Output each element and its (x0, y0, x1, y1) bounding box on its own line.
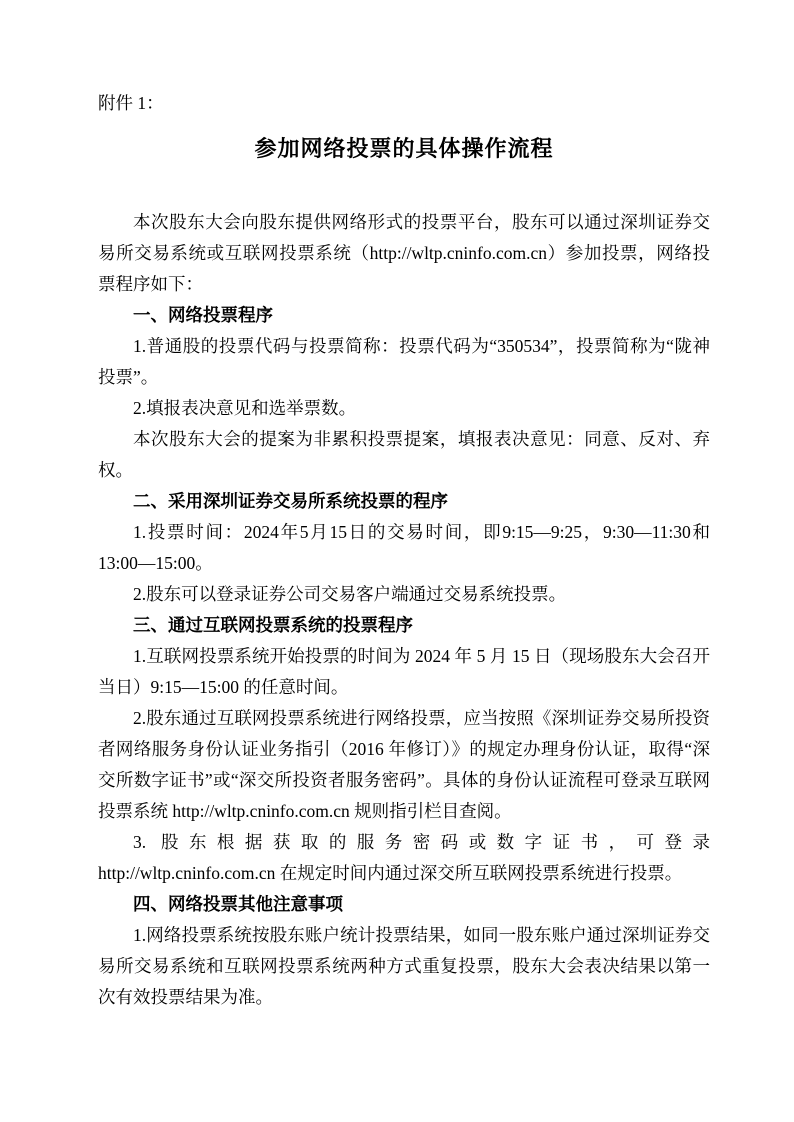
section-4-paragraph-1: 1.网络投票系统按股东账户统计投票结果，如同一股东账户通过深圳证券交易所交易系统和互联网投票系统两种方式重复投票，股东大会表决结果以第一次有效投票结果为准。 (98, 925, 710, 1007)
section-1-paragraph-1: 1.普通股的投票代码与投票简称：投票代码为“350534”，投票简称为“陇神投票”。 (98, 336, 710, 387)
intro-paragraph: 本次股东大会向股东提供网络形式的投票平台，股东可以通过深圳证券交易所交易系统或互联网投票系统（http://wltp.cninfo.com.cn）参加投票，网络投票程序如下： (98, 212, 710, 294)
section-2-heading: 二、采用深圳证券交易所系统投票的程序 (133, 491, 448, 511)
document-body (98, 207, 710, 1013)
section-3-paragraph-3-line-1: 3. 股东根据获取的服务密码或数字证书，可登录 (133, 832, 710, 852)
page-title: 参加网络投票的具体操作流程 (254, 136, 554, 161)
section-1-heading: 一、网络投票程序 (133, 305, 273, 325)
attachment-label: 附件 1： (98, 93, 164, 113)
section-2-paragraph-2: 2.股东可以登录证券公司交易客户端通过交易系统投票。 (133, 584, 567, 604)
section-2-paragraph-1: 1.投票时间：2024年5月15日的交易时间，即9:15—9:25，9:30—11:30和13:00—15:00。 (98, 522, 710, 573)
section-3-heading: 三、通过互联网投票系统的投票程序 (133, 615, 413, 635)
section-1-paragraph-3: 本次股东大会的提案为非累积投票提案，填报表决意见：同意、反对、弃权。 (98, 429, 710, 480)
section-3-paragraph-3 (98, 827, 710, 889)
section-3-paragraph-2: 2.股东通过互联网投票系统进行网络投票，应当按照《深圳证券交易所投资者网络服务身份认证业务指引（2016 年修订）》的规定办理身份认证，取得“深交所数字证书”或“深交所投资者服务密码”。具体的身份认证流程可登录互联网投票系统 http://wltp.cninfo.com.cn 规则指引栏目查阅。 (98, 708, 710, 821)
section-4-heading: 四、网络投票其他注意事项 (133, 894, 343, 914)
section-3-paragraph-3-continuation: http://wltp.cninfo.com.cn 在规定时间内通过深交所互联网投票系统进行投票。 (98, 863, 683, 883)
section-1-paragraph-2: 2.填报表决意见和选举票数。 (133, 398, 357, 418)
section-3-paragraph-1: 1.互联网投票系统开始投票的时间为 2024 年 5 月 15 日（现场股东大会召开当日）9:15—15:00 的任意时间。 (98, 646, 710, 697)
